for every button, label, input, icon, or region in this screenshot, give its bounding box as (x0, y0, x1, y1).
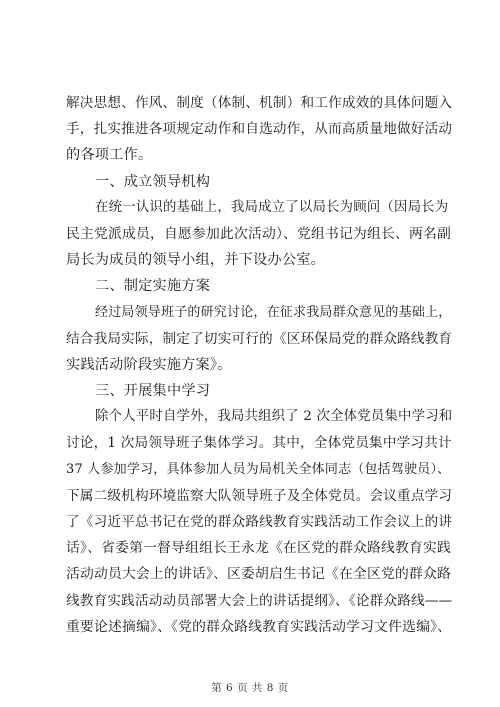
text-line: 的各项工作。 (66, 147, 153, 164)
document-body (66, 90, 451, 640)
text-line: 除个人平时自学外，我局共组织了 2 次全体党员集中学习和 (95, 409, 453, 425)
text-line: 一、成立领导机构 (95, 173, 211, 190)
text-line: 解决思想、作风、制度（体制、机制）和工作成效的具体问题入 (66, 95, 453, 111)
text-line: 下属二级机构环境监察大队领导班子及全体党员。会议重点学习 (66, 487, 453, 504)
text-line: 经过局领导班子的研究讨论，在征求我局群众意见的基础上， (95, 304, 452, 320)
text-line: 活动动员大会上的讲话》、区委胡启生书记《在全区党的群众路 (66, 566, 452, 583)
text-line: 话》、省委第一督导组组长王永龙《在区党的群众路线教育实践 (66, 540, 452, 557)
text-line: 37 人参加学习，具体参加人员为局机关全体同志（包括驾驶员）、 (66, 461, 451, 477)
text-line: 在统一认识的基础上，我局成立了以局长为顾问（因局长为 (95, 199, 449, 215)
text-line: 线教育实践活动动员部署大会上的讲话提纲》、《论群众路线—— (66, 592, 453, 609)
text-line: 手，扎实推进各项规定动作和自选动作，从而高质量地做好活动 (66, 121, 453, 138)
text-line: 实践活动阶段实施方案》。 (66, 356, 232, 373)
text-line: 局长为成员的领导小组，并下设办公室。 (66, 252, 325, 269)
text-line: 结合我局实际，制定了切实可行的《区环保局党的群众路线教育 (66, 330, 453, 347)
text-line: 了《习近平总书记在党的群众路线教育实践活动工作会议上的讲 (66, 514, 453, 530)
text-line: 二、制定实施方案 (95, 278, 211, 295)
text-line: 讨论，1 次局领导班子集体学习。其中，全体党员集中学习共计 (66, 435, 452, 452)
page-footer: 第 6 页 共 8 页 (211, 682, 289, 694)
text-line: 三、开展集中学习 (95, 383, 211, 400)
text-line: 民主党派成员，自愿参加此次活动）、党组书记为组长、两名副 (66, 225, 452, 242)
text-line: 重要论述摘编》、《党的群众路线教育实践活动学习文件选编》、 (66, 618, 452, 635)
